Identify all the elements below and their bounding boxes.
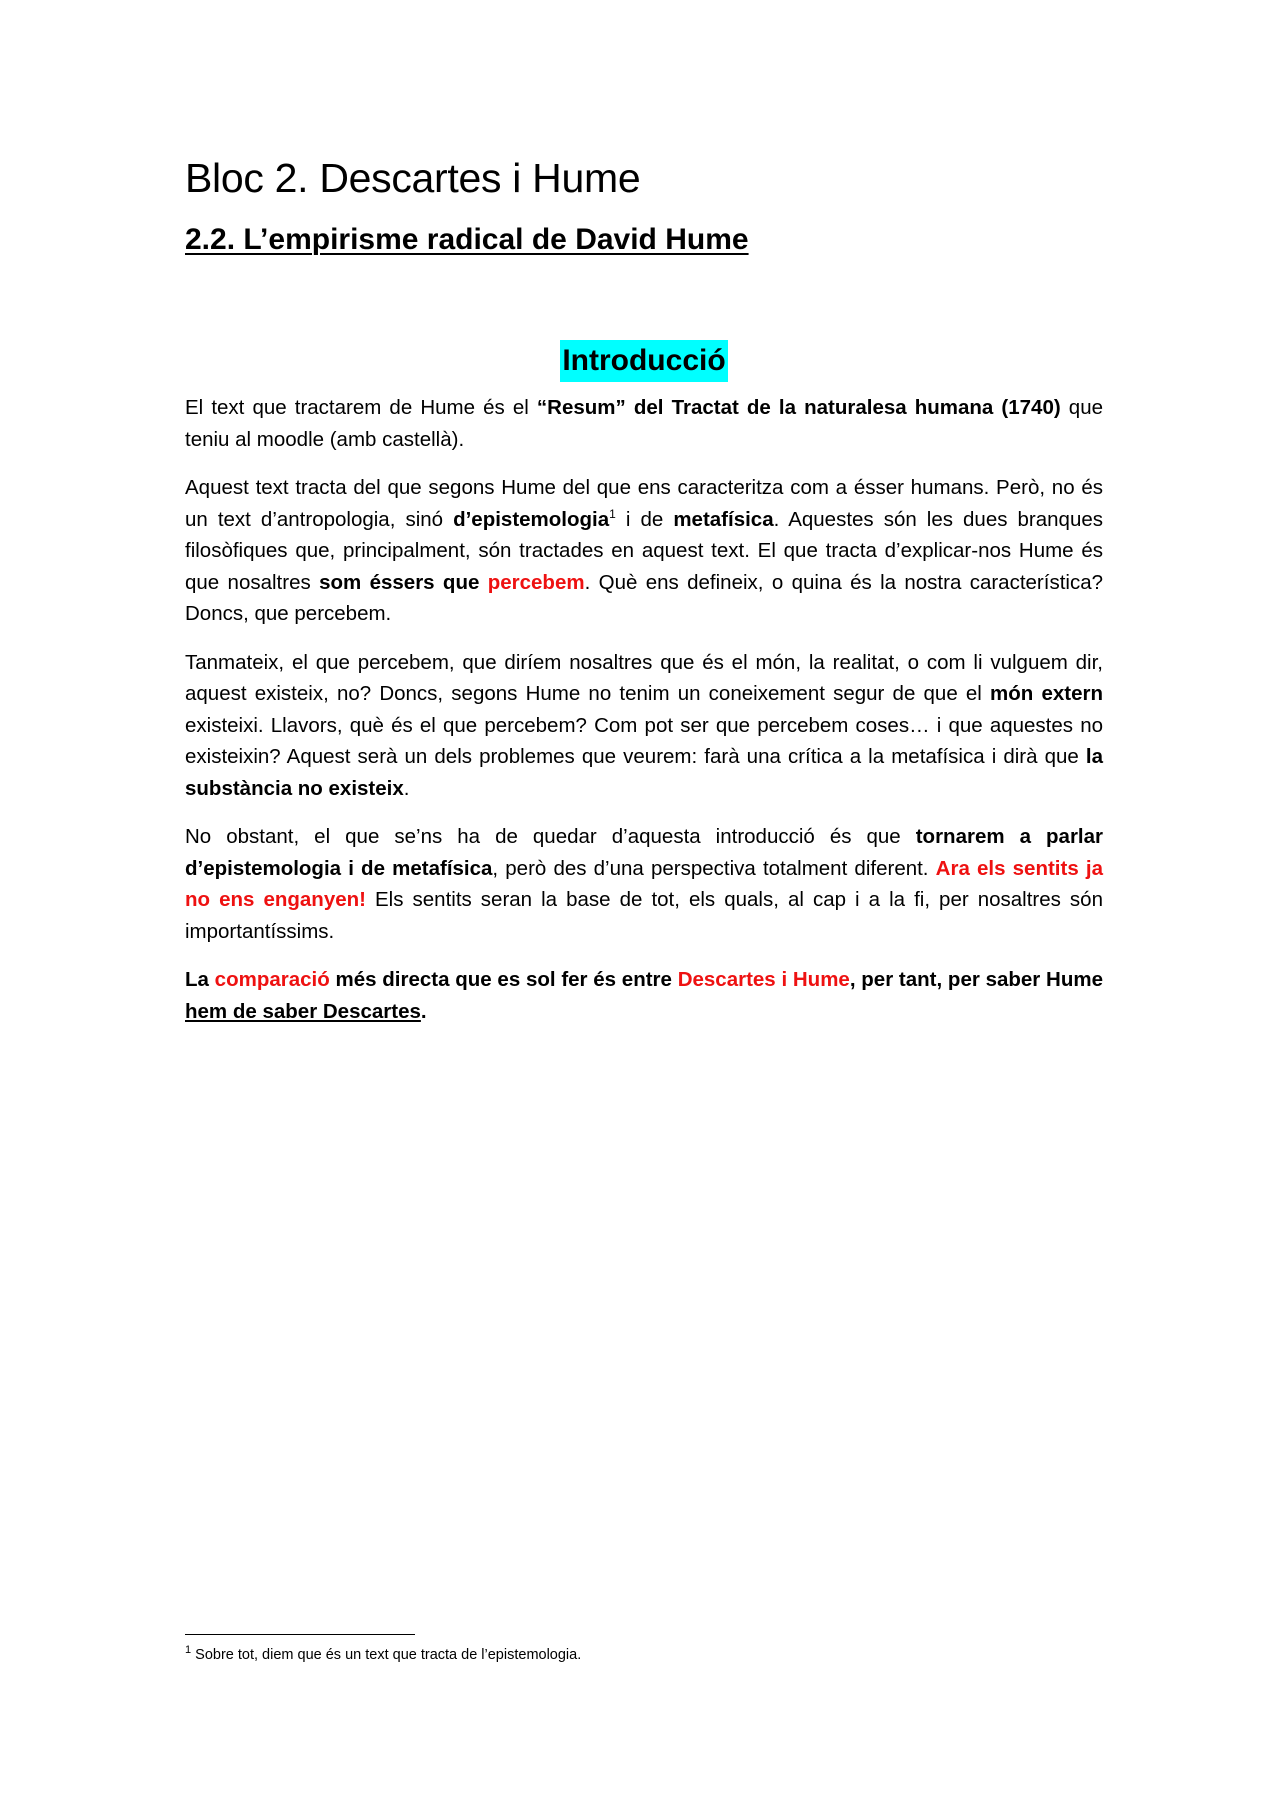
p4-text-3: Els sentits seran la base de tot, els quals, al cap i a la fi, per nosaltres són importantíssims. xyxy=(185,888,1103,943)
p3-bold-mon-extern: món extern xyxy=(990,682,1104,705)
paragraph-4 xyxy=(185,821,1103,947)
paragraph-5 xyxy=(185,964,1103,1027)
p4-text-2: , però des d’una perspectiva totalment diferent. xyxy=(492,856,936,880)
p5-red-comparacio: comparació xyxy=(214,968,330,991)
p4-red-sentits: Ara els sentits ja no ens enganyen! xyxy=(185,856,1103,911)
p1-text-2: que teniu al moodle (amb castellà). xyxy=(185,396,1104,451)
p5-bold-4: . xyxy=(420,999,427,1023)
section-heading-introduccio: Introducció xyxy=(560,340,727,382)
p4-bold-tornarem: tornarem a parlar d’epistemologia i de metafísica xyxy=(185,825,1104,880)
p2-text-3: . Aquestes són les dues branques filosòfiques que, principalment, són tractades en aquest text. El que tracta d’explicar-nos Hume és que nosaltres xyxy=(185,507,1103,594)
p2-text-2: i de xyxy=(615,507,674,531)
p1-bold-title: “Resum” del Tractat de la naturalesa humana (1740) xyxy=(536,396,1061,419)
paragraph-1 xyxy=(185,392,1103,455)
p4-text-1: No obstant, el que se’ns ha de quedar d’aquesta introducció és que xyxy=(185,825,916,848)
p5-red-descartes-hume: Descartes i Hume xyxy=(677,968,850,991)
p3-bold-substancia: la substància no existeix xyxy=(185,745,1103,800)
p5-bold-3: , per tant, per saber Hume xyxy=(849,968,1103,991)
p3-text-1: Tanmateix, el que percebem, que diríem nosaltres que és el món, la realitat, o com li vulguem dir, aquest existeix, no? Doncs, segons Hume no tenim un coneixement segur de que el xyxy=(185,650,1103,705)
p5-bold-2: més directa que es sol fer és entre xyxy=(329,968,678,991)
p2-bold-epistemologia: d’epistemologia xyxy=(453,507,610,531)
p5-underline-saber-descartes: hem de saber Descartes xyxy=(185,999,421,1023)
document-subtitle: 2.2. L’empirisme radical de David Hume xyxy=(185,223,749,256)
p5-bold-1: La xyxy=(185,968,215,991)
footnote-text: Sobre tot, diem que és un text que tracta de l’epistemologia. xyxy=(195,1647,582,1663)
p3-text-2: existeixi. Llavors, què és el que percebem? Com pot ser que percebem coses… i que aquestes no existeixin? Aquest serà un dels problemes que veurem: farà una crítica a la metafísica i dirà que xyxy=(185,713,1103,768)
p2-text-1: Aquest text tracta del que segons Hume del que ens caracteritza com a ésser humans. Però, no és un text d’antropologia, sinó xyxy=(185,476,1103,531)
p2-text-4: . Què ens defineix, o quina és la nostra característica? Doncs, que percebem. xyxy=(185,570,1103,625)
paragraph-2 xyxy=(185,472,1103,630)
p2-bold-metafisica: metafísica xyxy=(673,507,774,531)
document-title: Bloc 2. Descartes i Hume xyxy=(185,155,641,201)
p3-text-3: . xyxy=(403,776,410,800)
footnote-reference: 1 xyxy=(609,506,616,521)
section-heading-wrap xyxy=(185,340,1103,382)
p2-bold-essers: som éssers que xyxy=(319,570,488,594)
footnote-marker: 1 xyxy=(185,1644,192,1656)
footnote-separator xyxy=(185,1634,415,1635)
document-body xyxy=(185,150,1103,1027)
footnote xyxy=(185,1644,1085,1666)
paragraph-3 xyxy=(185,647,1103,805)
p2-red-percebem: percebem xyxy=(487,570,585,594)
p1-text-1: El text que tractarem de Hume és el xyxy=(185,396,537,419)
